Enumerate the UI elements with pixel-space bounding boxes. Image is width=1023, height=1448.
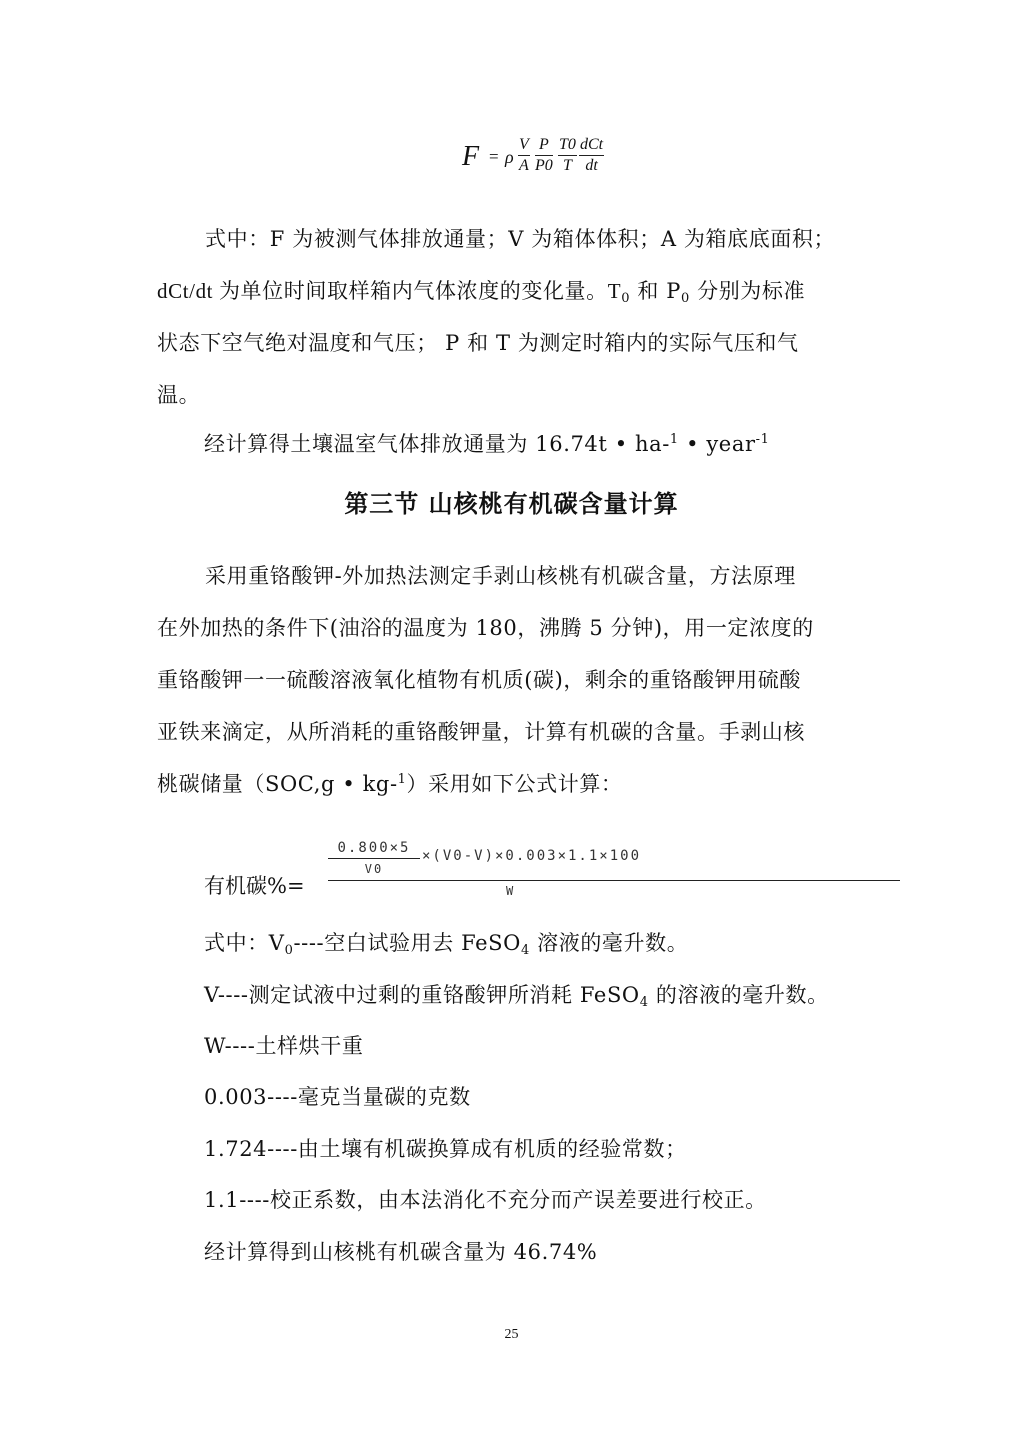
paragraph-formula-definitions: 式中：F 为被测气体排放通量；V 为箱体体积；A 为箱底底面积； dCt/dt 为单位时间取样箱内气体浓度的变化量。$T_0$ 和 $P_0$ 分别为标准 状态下空气绝对温度和气压； P 和 T 为测定时箱内的实际气压和气 温。 bbox=[157, 227, 836, 407]
organic-carbon-result: 经计算得到山核桃有机碳含量为 46.74% bbox=[204, 1240, 598, 1264]
formula-lhs: F bbox=[462, 141, 480, 172]
fraction-p-p0: $\frac{P}{P0}$ bbox=[535, 136, 553, 174]
def-v: V----测定试液中过剩的重铬酸钾所消耗 FeSO$_4$ 的溶液的毫升数。 bbox=[204, 983, 829, 1010]
formula-denominator: W bbox=[506, 884, 516, 898]
def-11: 1.1----校正系数，由本法消化不充分而产误差要进行校正。 bbox=[204, 1188, 767, 1212]
formula-rest: ×(V0-V)×0.003×1.1×100 bbox=[422, 848, 642, 864]
fraction-bar bbox=[328, 880, 900, 881]
def-1724: 1.724----由土壤有机碳换算成有机质的经验常数； bbox=[204, 1137, 687, 1161]
fraction-t0-t: $\frac{T0}{T}$ bbox=[559, 136, 576, 174]
def-w: W----土样烘干重 bbox=[204, 1034, 364, 1058]
section-heading: 第三节 山核桃有机碳含量计算 bbox=[344, 490, 679, 518]
paragraph-method: 采用重铬酸钾-外加热法测定手剥山核桃有机碳含量，方法原理 在外加热的条件下(油浴的温度为 180，沸腾 5 分钟)，用一定浓度的 重铬酸钾一一硫酸溶液氧化植物有机质(碳)，剩余的重铬酸钾用硫酸 亚铁来滴定，从所消耗的重铬酸钾量，计算有机碳的含量。手剥山核 桃碳储量（SOC,g • kg-$^1$）采用如下公式计算： bbox=[157, 564, 814, 796]
flux-result: 经计算得土壤温室气体排放通量为 16.74t • ha-$^1$ • year$^{-1}$ bbox=[204, 432, 770, 456]
def-v0: 式中：$V_0----$空白试验用去 FeSO$_4$ 溶液的毫升数。 bbox=[204, 931, 689, 958]
formula-small-fraction: 0.800×5 V0 bbox=[328, 838, 420, 879]
page-number: 25 bbox=[504, 1327, 519, 1342]
fraction-v-a: $\frac{V}{A}$ bbox=[519, 136, 529, 174]
def-0003: 0.003----毫克当量碳的克数 bbox=[204, 1085, 471, 1109]
formula-equals: = bbox=[489, 147, 499, 166]
formula-rho: ρ bbox=[505, 147, 514, 167]
formula-label: 有机碳%= bbox=[204, 874, 305, 898]
fraction-dct-dt: dCt dt bbox=[580, 136, 604, 174]
